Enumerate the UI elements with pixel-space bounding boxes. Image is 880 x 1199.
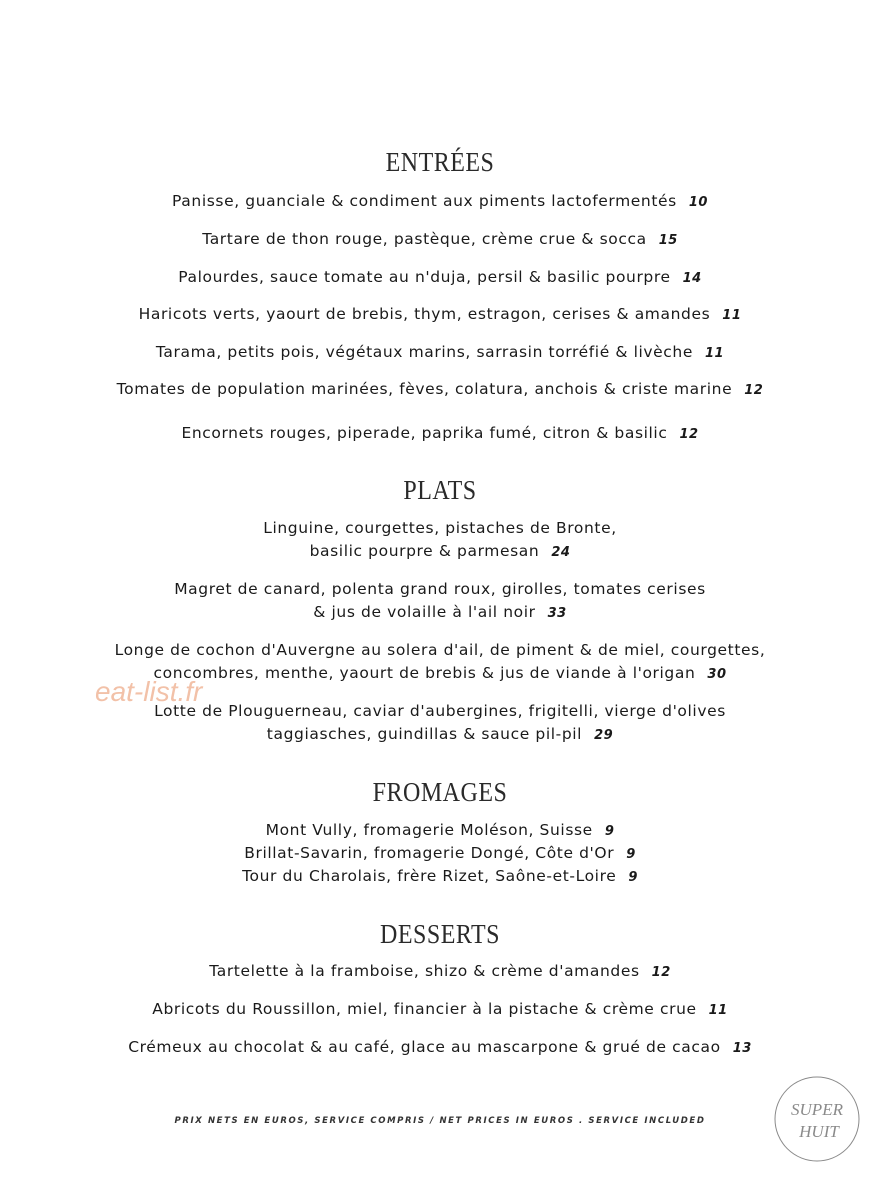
menu-item: Lotte de Plouguerneau, caviar d'aubergines, frigitelli, vierge d'olives taggiasches, guindillas & sauce pil-pil 29: [154, 702, 726, 743]
menu-item: Tartelette à la framboise, shizo & crème d'amandes 12: [209, 962, 671, 980]
section-title-entrees: ENTRÉES: [385, 147, 495, 178]
section-title-plats: PLATS: [403, 475, 477, 506]
item-price: 9: [628, 870, 638, 885]
item-price: 13: [732, 1041, 752, 1056]
item-price: 11: [705, 346, 725, 361]
menu-item: Encornets rouges, piperade, paprika fumé, citron & basilic 12: [181, 424, 699, 442]
menu-item: Mont Vully, fromagerie Moléson, Suisse 9: [265, 821, 615, 839]
item-price: 10: [688, 195, 708, 210]
menu-item: Crémeux au chocolat & au café, glace au mascarpone & grué de cacao 13: [128, 1038, 752, 1056]
section-title-desserts: DESSERTS: [380, 919, 500, 950]
menu-item: Tarama, petits pois, végétaux marins, sarrasin torréfié & livèche 11: [155, 343, 725, 361]
menu-item: Longe de cochon d'Auvergne au solera d'ail, de piment & de miel, courgettes, concombres, menthe, yaourt de brebis & jus de viande à l'origan 30: [114, 641, 766, 682]
item-price: 12: [744, 383, 764, 398]
menu-item: Palourdes, sauce tomate au n'duja, persil & basilic pourpre 14: [178, 268, 702, 286]
item-price: 11: [722, 308, 742, 323]
item-price: 14: [682, 271, 702, 286]
watermark: eat-list.fr: [95, 676, 203, 707]
item-price: 15: [658, 233, 678, 248]
item-price: 24: [551, 545, 571, 560]
menu-item: Linguine, courgettes, pistaches de Bronte, basilic pourpre & parmesan 24: [263, 519, 617, 560]
menu-item: Panisse, guanciale & condiment aux piments lactofermentés 10: [172, 192, 708, 210]
section-title-fromages: FROMAGES: [372, 777, 508, 808]
item-price: 29: [594, 728, 614, 743]
menu-item: Haricots verts, yaourt de brebis, thym, estragon, cerises & amandes 11: [138, 305, 742, 323]
menu-item: Tour du Charolais, frère Rizet, Saône-et-Loire 9: [242, 867, 638, 885]
menu-item: Magret de canard, polenta grand roux, girolles, tomates cerises & jus de volaille à l'ail noir 33: [174, 580, 706, 621]
item-price: 30: [707, 667, 727, 682]
item-price: 33: [547, 606, 567, 621]
menu-item: Tartare de thon rouge, pastèque, crème crue & socca 15: [202, 230, 678, 248]
menu-item: Brillat-Savarin, fromagerie Dongé, Côte d'Or 9: [244, 844, 636, 862]
menu-item: Tomates de population marinées, fèves, colatura, anchois & criste marine 12: [116, 380, 764, 398]
item-price: 12: [679, 427, 699, 442]
item-price: 12: [651, 965, 671, 980]
super-huit-logo: [773, 1075, 861, 1163]
item-price: 9: [626, 847, 636, 862]
menu-item: Abricots du Roussillon, miel, financier à la pistache & crème crue 11: [152, 1000, 728, 1018]
logo-line1: SUPER: [791, 1100, 843, 1119]
item-price: 11: [708, 1003, 728, 1018]
item-price: 9: [604, 824, 615, 839]
footer-note: PRIX NETS EN EUROS, SERVICE COMPRIS / NET PRICES IN EUROS . SERVICE INCLUDED: [174, 1116, 706, 1126]
logo-line2: HUIT: [799, 1122, 839, 1141]
